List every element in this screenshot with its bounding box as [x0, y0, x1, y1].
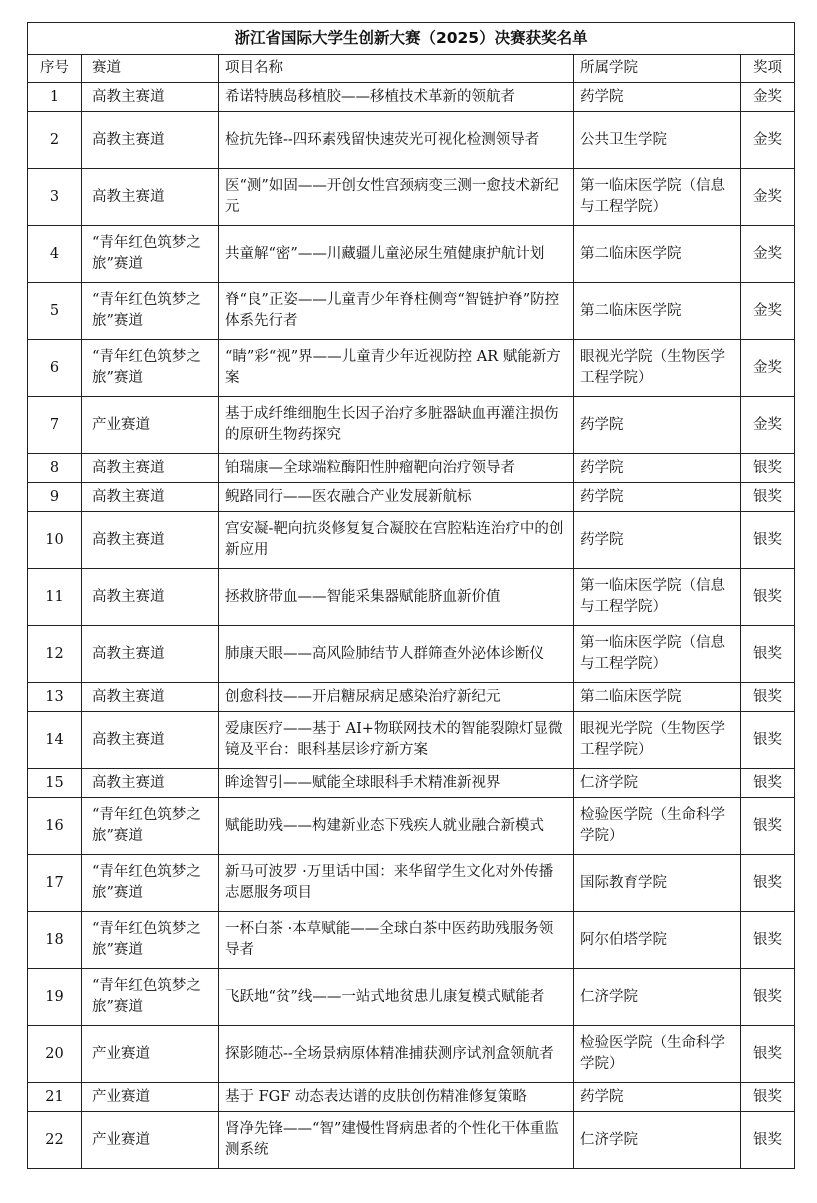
- cell-no: 16: [28, 798, 82, 855]
- cell-no: 14: [28, 712, 82, 769]
- cell-college: 国际教育学院: [574, 855, 741, 912]
- table-row: [28, 454, 795, 483]
- award-table: [27, 22, 795, 1169]
- cell-college: 眼视光学院（生物医学工程学院）: [574, 340, 741, 397]
- cell-project: 鲵路同行——医农融合产业发展新航标: [219, 483, 574, 512]
- cell-no: 3: [28, 169, 82, 226]
- cell-college: 药学院: [574, 397, 741, 454]
- column-header-no: 序号: [28, 55, 82, 83]
- cell-college: 检验医学院（生命科学学院）: [574, 798, 741, 855]
- column-header-award: 奖项: [741, 55, 795, 83]
- table-row: [28, 798, 795, 855]
- cell-award: 金奖: [741, 397, 795, 454]
- table-row: [28, 340, 795, 397]
- cell-project: 希诺特胰岛移植胶——移植技术革新的领航者: [219, 83, 574, 112]
- cell-no: 11: [28, 569, 82, 626]
- cell-track: 高教主赛道: [82, 512, 219, 569]
- cell-project: 共童解“密”——川藏疆儿童泌尿生殖健康护航计划: [219, 226, 574, 283]
- cell-no: 20: [28, 1026, 82, 1083]
- table-row: [28, 1112, 795, 1169]
- cell-award: 金奖: [741, 340, 795, 397]
- cell-college: 公共卫生学院: [574, 112, 741, 169]
- cell-award: 金奖: [741, 169, 795, 226]
- cell-project: 宫安凝-靶向抗炎修复复合凝胶在宫腔粘连治疗中的创新应用: [219, 512, 574, 569]
- table-row: [28, 969, 795, 1026]
- cell-track: 高教主赛道: [82, 683, 219, 712]
- cell-no: 18: [28, 912, 82, 969]
- cell-award: 金奖: [741, 283, 795, 340]
- header-row: [28, 55, 795, 83]
- table-row: [28, 769, 795, 798]
- table-row: [28, 683, 795, 712]
- cell-college: 药学院: [574, 83, 741, 112]
- table-row: [28, 626, 795, 683]
- table-row: [28, 512, 795, 569]
- cell-project: 一杯白茶 ·本草赋能——全球白茶中医药助残服务领导者: [219, 912, 574, 969]
- table-row: [28, 397, 795, 454]
- cell-project: 肾净先锋——“智”建慢性肾病患者的个性化干体重监测系统: [219, 1112, 574, 1169]
- cell-track: “青年红色筑梦之旅”赛道: [82, 969, 219, 1026]
- cell-no: 6: [28, 340, 82, 397]
- column-header-college: 所属学院: [574, 55, 741, 83]
- column-header-track: 赛道: [82, 55, 219, 83]
- cell-no: 5: [28, 283, 82, 340]
- cell-award: 银奖: [741, 1026, 795, 1083]
- table-row: [28, 1083, 795, 1112]
- table-row: [28, 169, 795, 226]
- cell-project: 肺康天眼——高风险肺结节人群筛查外泌体诊断仪: [219, 626, 574, 683]
- cell-track: 产业赛道: [82, 1112, 219, 1169]
- table-row: [28, 483, 795, 512]
- cell-award: 金奖: [741, 112, 795, 169]
- table-row: [28, 912, 795, 969]
- cell-award: 银奖: [741, 454, 795, 483]
- table-row: [28, 712, 795, 769]
- cell-college: 第一临床医学院（信息与工程学院）: [574, 569, 741, 626]
- cell-track: “青年红色筑梦之旅”赛道: [82, 798, 219, 855]
- cell-project: 眸途智引——赋能全球眼科手术精准新视界: [219, 769, 574, 798]
- cell-no: 12: [28, 626, 82, 683]
- cell-no: 8: [28, 454, 82, 483]
- cell-no: 13: [28, 683, 82, 712]
- cell-college: 仁济学院: [574, 1112, 741, 1169]
- cell-track: 高教主赛道: [82, 712, 219, 769]
- cell-track: “青年红色筑梦之旅”赛道: [82, 340, 219, 397]
- table-row: [28, 112, 795, 169]
- cell-project: 基于成纤维细胞生长因子治疗多脏器缺血再灌注损伤的原研生物药探究: [219, 397, 574, 454]
- cell-no: 17: [28, 855, 82, 912]
- cell-track: 产业赛道: [82, 1026, 219, 1083]
- cell-project: 医“测”如固——开创女性宫颈病变三测一愈技术新纪元: [219, 169, 574, 226]
- cell-college: 药学院: [574, 512, 741, 569]
- cell-project: 赋能助残——构建新业态下残疾人就业融合新模式: [219, 798, 574, 855]
- cell-project: 新马可波罗 ·万里话中国：来华留学生文化对外传播志愿服务项目: [219, 855, 574, 912]
- table-row: [28, 569, 795, 626]
- cell-college: 检验医学院（生命科学学院）: [574, 1026, 741, 1083]
- cell-no: 22: [28, 1112, 82, 1169]
- cell-award: 金奖: [741, 226, 795, 283]
- cell-no: 1: [28, 83, 82, 112]
- cell-project: 检抗先锋--四环素残留快速荧光可视化检测领导者: [219, 112, 574, 169]
- cell-no: 10: [28, 512, 82, 569]
- cell-award: 银奖: [741, 683, 795, 712]
- cell-project: 飞跃地“贫”线——一站式地贫患儿康复模式赋能者: [219, 969, 574, 1026]
- cell-project: 爱康医疗——基于 AI+物联网技术的智能裂隙灯显微镜及平台：眼科基层诊疗新方案: [219, 712, 574, 769]
- table-row: [28, 226, 795, 283]
- cell-award: 银奖: [741, 855, 795, 912]
- cell-college: 第二临床医学院: [574, 226, 741, 283]
- cell-college: 第一临床医学院（信息与工程学院）: [574, 626, 741, 683]
- cell-track: “青年红色筑梦之旅”赛道: [82, 283, 219, 340]
- cell-track: 高教主赛道: [82, 483, 219, 512]
- cell-college: 仁济学院: [574, 769, 741, 798]
- cell-award: 银奖: [741, 512, 795, 569]
- cell-award: 银奖: [741, 712, 795, 769]
- cell-award: 金奖: [741, 83, 795, 112]
- cell-project: 铂瑞康—全球端粒酶阳性肿瘤靶向治疗领导者: [219, 454, 574, 483]
- cell-track: 高教主赛道: [82, 112, 219, 169]
- cell-project: 拯救脐带血——智能采集器赋能脐血新价值: [219, 569, 574, 626]
- cell-college: 眼视光学院（生物医学工程学院）: [574, 712, 741, 769]
- cell-award: 银奖: [741, 969, 795, 1026]
- page-title: 浙江省国际大学生创新大赛（2025）决赛获奖名单: [28, 23, 795, 55]
- cell-college: 第二临床医学院: [574, 283, 741, 340]
- cell-college: 第一临床医学院（信息与工程学院）: [574, 169, 741, 226]
- cell-project: 基于 FGF 动态表达谱的皮肤创伤精准修复策略: [219, 1083, 574, 1112]
- cell-track: 高教主赛道: [82, 626, 219, 683]
- cell-no: 7: [28, 397, 82, 454]
- cell-track: 高教主赛道: [82, 169, 219, 226]
- table-row: [28, 855, 795, 912]
- cell-project: 脊“良”正姿——儿童青少年脊柱侧弯“智链护脊”防控体系先行者: [219, 283, 574, 340]
- cell-no: 19: [28, 969, 82, 1026]
- cell-college: 第二临床医学院: [574, 683, 741, 712]
- cell-no: 2: [28, 112, 82, 169]
- table-row: [28, 83, 795, 112]
- table-row: [28, 283, 795, 340]
- table-row: [28, 1026, 795, 1083]
- cell-track: 高教主赛道: [82, 769, 219, 798]
- cell-track: 高教主赛道: [82, 83, 219, 112]
- cell-award: 银奖: [741, 626, 795, 683]
- cell-award: 银奖: [741, 569, 795, 626]
- cell-project: 创愈科技——开启糖尿病足感染治疗新纪元: [219, 683, 574, 712]
- cell-project: “睛”彩“视”界——儿童青少年近视防控 AR 赋能新方案: [219, 340, 574, 397]
- cell-no: 15: [28, 769, 82, 798]
- cell-track: 产业赛道: [82, 397, 219, 454]
- cell-track: “青年红色筑梦之旅”赛道: [82, 855, 219, 912]
- cell-award: 银奖: [741, 798, 795, 855]
- cell-track: 高教主赛道: [82, 569, 219, 626]
- cell-college: 药学院: [574, 483, 741, 512]
- cell-award: 银奖: [741, 1112, 795, 1169]
- cell-track: 产业赛道: [82, 1083, 219, 1112]
- cell-college: 阿尔伯塔学院: [574, 912, 741, 969]
- column-header-project: 项目名称: [219, 55, 574, 83]
- cell-no: 21: [28, 1083, 82, 1112]
- cell-track: “青年红色筑梦之旅”赛道: [82, 912, 219, 969]
- cell-award: 银奖: [741, 769, 795, 798]
- cell-college: 药学院: [574, 454, 741, 483]
- cell-no: 9: [28, 483, 82, 512]
- cell-college: 药学院: [574, 1083, 741, 1112]
- cell-no: 4: [28, 226, 82, 283]
- cell-track: 高教主赛道: [82, 454, 219, 483]
- cell-project: 探影随芯--全场景病原体精准捕获测序试剂盒领航者: [219, 1026, 574, 1083]
- cell-award: 银奖: [741, 1083, 795, 1112]
- cell-award: 银奖: [741, 483, 795, 512]
- cell-award: 银奖: [741, 912, 795, 969]
- cell-track: “青年红色筑梦之旅”赛道: [82, 226, 219, 283]
- cell-college: 仁济学院: [574, 969, 741, 1026]
